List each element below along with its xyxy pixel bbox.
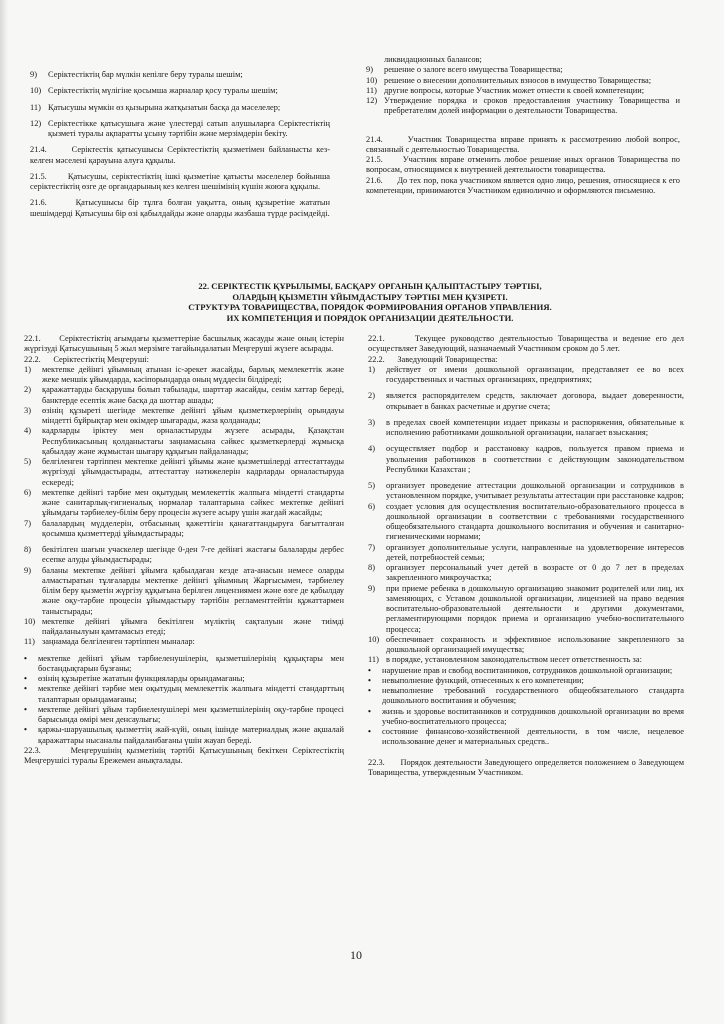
item-number: 9) (368, 583, 375, 593)
heading-line-1: 22. СЕРІКТЕСТІК ҚҰРЫЛЫМЫ, БАСҚАРУ ОРГАНЫН ҚАЛЫПТАСТЫРУ ТӘРТІБІ, (198, 281, 542, 291)
item-text: қаражаттарды басқарушы болып табылады, шарттар жасайды, сенім хаттар береді, банктерде есептік және басқа да шоттар ашады; (42, 385, 344, 405)
item-number: 11) (24, 637, 35, 647)
numbered-item (368, 444, 684, 475)
top-left-column (30, 70, 330, 225)
item-text: өзінің құзыреті шегінде мектепке дейінгі ұйым қызметкерлерінің орындауы міндетті бұйрықтар мен өкімдер шығарады, жаза қолданады; (42, 405, 344, 425)
item-number: 3) (368, 417, 375, 427)
bullet-item (368, 666, 684, 676)
numbered-item (368, 563, 684, 584)
item-number: 10) (30, 86, 42, 96)
item-number: 10) (366, 75, 378, 85)
paragraph: 22.2. Заведующий Товарищества: (368, 354, 498, 364)
bullet-text: қаржы-шаруашылық қызметтің жай-күйі, оның ішінде материалдық және ақшалай қаражаттары нысаналы пайдаланбағаны үшін жауап береді. (38, 725, 344, 745)
numbered-item (30, 119, 330, 140)
bullet-text: нарушение прав и свобод воспитанников, сотрудников дошкольной организации; (382, 665, 673, 675)
item-number: 9) (366, 65, 373, 75)
numbered-item (368, 365, 684, 386)
item-text: Қатысушы мүмкін өз қызырына жатқызатын басқа да мәселелер; (48, 102, 281, 112)
paragraph: 22.1. Текущее руководство деятельностью Товарищества и ведение его дел осуществляет Заведующий, назначаемый Участником сроком до 5 лет. (368, 334, 684, 354)
bullet-item (24, 684, 344, 705)
item-text: действует от имени дошкольной организации, представляет ее во всех государственных и частных организациях, предприятиях; (386, 364, 684, 384)
bullet-marker: • (24, 725, 27, 735)
bullet-item (24, 654, 344, 675)
item-text: заңнамада белгіленген тәртіппен мыналар: (42, 637, 195, 647)
bullet-text: мектепке дейінгі тәрбие мен оқытудың мемлекеттік жалпыға міндетті стандарттың талаптарын орындамағаны; (38, 684, 344, 704)
bullet-item (24, 674, 344, 684)
bullet-marker: • (368, 727, 371, 736)
item-text: мектепке дейінгі ұйымға бекітілген мүліктің сақталуын және тиімді пайдаланылуын қамтамасыз етеді; (42, 616, 344, 636)
heading-line-3: СТРУКТУРА ТОВАРИЩЕСТВА, ПОРЯДОК ФОРМИРОВАНИЯ ОРГАНОВ УПРАВЛЕНИЯ. (188, 302, 552, 313)
item-number: 11) (368, 655, 379, 665)
numbered-item (368, 391, 684, 412)
item-text: организует персональный учет детей в возрасте от 0 до 7 лет в пределах закрепленного микроучастка; (386, 563, 684, 583)
item-text: баланы мектепке дейінгі ұйымға қабылдаған кезде ата-анасын немесе оларды алмастыратын тұлғаларды мектепке дейінгі ұйымның Жарғысымен, тәрбиелеу білім беру қызметін жүргізу құқығына берілген лицензиямен және өзге де қабылдау және оқу-тәрбие процесін ұйымдастыру тәртібін регламенттейтін құжаттармен таныстырады; (42, 565, 344, 616)
bullet-item (368, 676, 684, 686)
paragraph: 21.6. До тех пор, пока участником является одно лицо, решения, относящиеся к его компетенции, принимаются Участником единолично и оформляются письменно. (366, 175, 680, 195)
numbered-item (366, 65, 680, 75)
paragraph: 21.5. Участник вправе отменить любое решение иных органов Товарищества по вопросам, относящимся к внутренней деятельности товарищества. (366, 155, 680, 175)
item-text: ликвидационных балансов; (384, 55, 482, 64)
numbered-item (30, 70, 330, 80)
bottom-right-column (368, 334, 684, 778)
numbered-item (24, 566, 344, 617)
bullet-text: мектепке дейінгі ұйым тәрбиеленушілері мен қызметшілерінің оқу-тәрбие процесі барысында өмірі мен денсаулығы; (38, 704, 344, 724)
bullet-marker: • (24, 674, 27, 683)
item-text: при приеме ребенка в дошкольную организацию знакомит родителей или лиц, их заменяющих, с Уставом дошкольной организации, лицензией на право ведения воспитательно-образовательной деятельности и другими документами, регламентирующими порядок приема и организацию учебно-воспитательного процесса; (386, 583, 684, 634)
item-number: 1) (368, 364, 375, 374)
numbered-item (368, 502, 684, 543)
item-number: 8) (24, 545, 31, 554)
item-text: Утверждение порядка и сроков предоставления участнику Товарищества и пребретателям долей информации о деятельности Товарищества. (384, 96, 680, 116)
bullet-item (368, 686, 684, 707)
numbered-item (366, 76, 680, 86)
item-number: 12) (366, 96, 378, 105)
paragraph: 22.3. Порядок деятельности Заведующего определяется положением о Заведующем Товарищества, утвержденным Участником. (368, 757, 684, 777)
numbered-item (24, 365, 344, 386)
item-number: 10) (24, 616, 36, 626)
item-text: мектепке дейінгі ұйымның атынан іс-әрекет жасайды, барлық мемлекеттік және жеке меншік ұйымдарда, кәсіпорындарда оның мүддесін білдіреді; (42, 364, 344, 384)
item-text: обеспечивает сохранность и эффективное использование закрепленного за дошкольной организацией имущества; (386, 634, 684, 654)
bullet-marker: • (24, 653, 27, 663)
item-number (366, 55, 384, 65)
item-number: 11) (366, 85, 377, 95)
item-text: балалардың мүдделерін, отбасының қажеттігін қанағаттандыруға бағытталған қосымша қызметтерді ұйымдастырады; (42, 518, 344, 538)
paragraph: 22.1. Серіктестіктің ағымдағы қызметтеріне басшылық жасауды және оның істерін жүргізуді Қатысушының 5 жыл мерзімге тағайындалатын Меңгеруші жүзеге асырады. (24, 334, 344, 354)
item-number: 12) (30, 118, 42, 128)
item-text: бекітілген шағын учаскелер шегінде 0-ден 7-ге дейінгі жастағы балаларды дербес есепке алуды ұйымдастырады; (42, 545, 344, 565)
item-text: решение о залоге всего имущества Товарищества; (384, 65, 563, 75)
bullet-text: жизнь и здоровье воспитанников и сотрудников дошкольной организации во время учебно-воспитательного процесса; (382, 706, 684, 726)
item-text: в порядке, установленном законодательством несет ответственность за: (386, 655, 642, 665)
heading-line-2: ОЛАРДЫҢ ҚЫЗМЕТІН ҰЙЫМДАСТЫРУ ТӘРТІБІ МЕН ҚҰЗІРЕТІ. (232, 291, 508, 302)
numbered-item (24, 457, 344, 488)
item-number: 6) (24, 487, 31, 497)
bullet-item (24, 705, 344, 726)
numbered-item (30, 103, 330, 113)
item-number: 2) (368, 391, 375, 401)
numbered-item (368, 481, 684, 502)
paragraph: 21.6. Қатысушысы бір тұлға болған уақытта, оның құзыретіне жататын шешімдерді Қатысушы бір өзі қабылдайды және оларды жазбаша түрде рәсімдейді. (30, 198, 330, 218)
page-number: 10 (350, 948, 362, 962)
item-number: 1) (24, 364, 31, 374)
item-text: Серіктестіктің бар мүлкін кепілге беру туралы шешім; (48, 70, 243, 79)
bullet-item (368, 727, 684, 748)
scan-edge (0, 0, 8, 1024)
item-number: 7) (368, 542, 375, 552)
item-text: решение о внесении дополнительных взносов в имущество Товарищества; (384, 75, 652, 85)
numbered-item (24, 488, 344, 519)
item-number: 4) (368, 444, 375, 454)
numbered-item (24, 545, 344, 566)
item-number: 3) (24, 405, 31, 415)
bottom-left-column (24, 334, 344, 766)
item-number: 8) (368, 563, 375, 572)
item-text: белгіленген тәртіппен мектепке дейінгі ұйымы және қызметшілерді аттестаттауды жүргізуді ұйымдастырады, аттестаттау нәтижелерін кадрларды орналастыруда ескереді; (42, 457, 344, 487)
item-text: создает условия для осуществления воспитательно-образовательного процесса в дошкольной организации в соответствии с требованиями государственного общеобязательного стандарта дошкольного воспитания и обучения и санитарно-гигиеническими нормами; (386, 501, 684, 542)
item-number: 4) (24, 426, 31, 436)
item-number: 9) (30, 70, 37, 79)
section-heading (100, 281, 640, 324)
paragraph: 21.4. Серіктестік қатысушысы Серіктестіктің қызметімен байланысты кез-келген мәселені қарауына алуға құқылы. (30, 145, 330, 165)
bullet-marker: • (24, 684, 27, 694)
bullet-text: состояние финансово-хозяйственной деятельности, в том числе, нецелевое использование денег и материальных средств.. (382, 727, 684, 747)
numbered-item (368, 584, 684, 635)
bullet-marker: • (24, 704, 27, 714)
paragraph: 22.3. Меңгерушінің қызметінің тәртібі Қатысушының бекіткен Серіктестіктің Меңгерушісі туралы Ережемен анықталады. (24, 745, 344, 765)
numbered-item (24, 385, 344, 406)
item-text: кадрларды іріктеу мен орналастыруды жүзеге асырады, Қазақстан Республикасының қолданыстағы заңнамасына сәйкес қызметкерлерді жұмысқа қабылдау және жұмыстан шығару құқығын пайдаланады; (42, 426, 344, 456)
heading-line-4: ИХ КОМПЕТЕНЦИЯ И ПОРЯДОК ОРГАНИЗАЦИИ ДЕЯТЕЛЬНОСТИ. (226, 312, 514, 323)
item-number: 10) (368, 634, 380, 644)
item-number: 7) (24, 518, 31, 528)
item-text: мектепке дейінгі тәрбие мен оқытудың мемлекеттік жалпыға міндетті стандарты және санитарлық-гигиеналық нормалар талаптарына сәйкес мектепке дейінгі ұйымдағы тәрбиелеу-білім беру процесін жүзеге асыру үшін жағдай жасайды; (42, 487, 344, 518)
item-text: организует дополнительные услуги, направленные на удовлетворение интересов детей, потребностей семьи; (386, 542, 684, 562)
paragraph: 21.4. Участник Товарищества вправе принять к рассмотрению любой вопрос, связанный с деятельностью Товарищества. (366, 134, 680, 154)
item-text: в пределах своей компетенции издает приказы и распоряжения, обязательные к исполнению работниками дошкольной организации, налагает взыскания; (386, 417, 684, 437)
numbered-item (24, 617, 344, 638)
bullet-text: өзінің құзыретіне жататын функцияларды орындамағаны; (38, 674, 245, 683)
bullet-text: невыполнение требований государственного общеобязательного стандарта дошкольного воспитания и обучения; (382, 686, 684, 706)
bullet-marker: • (368, 706, 371, 716)
item-number: 2) (24, 385, 31, 395)
numbered-item (24, 637, 344, 647)
numbered-item (368, 543, 684, 564)
bullet-text: невыполнение функций, отнесенных к его компетенции; (382, 675, 584, 685)
numbered-item (366, 96, 680, 117)
bullet-item (24, 725, 344, 746)
bullet-marker: • (368, 686, 371, 695)
bullet-item (368, 707, 684, 728)
item-number: 11) (30, 102, 41, 112)
item-number: 6) (368, 501, 375, 511)
item-text: является распорядителем средств, заключает договора, выдает доверенности, открывает в банках расчетные и другие счета; (386, 391, 684, 411)
numbered-item (366, 55, 680, 65)
numbered-item (368, 635, 684, 656)
item-text: Серіктестікке қатысушыға және үлестерді сатып алушыларға Серіктестіктің қызметі туралы ақпаратты ұсыну тәртібін және мерзімдерін бекіту. (48, 118, 330, 138)
bullet-marker: • (368, 665, 371, 675)
top-right-column (366, 55, 680, 196)
item-number: 5) (368, 481, 375, 490)
numbered-item (24, 426, 344, 457)
item-text: Серіктестіктің мүлігіне қосымша жарналар қосу туралы шешім; (48, 86, 278, 96)
numbered-item (368, 655, 684, 665)
paragraph: 21.5. Қатысушы, серіктестіктің ішкі қызметіне қатысты мәселелер бойынша серіктестіктің өзге де органдарының кез келген шешімінің күшін жоюға құқылы. (30, 171, 330, 191)
bullet-text: мектепке дейінгі ұйым тәрбиеленушілерін, қызметшілерінің құқықтары мен бостандықтарын бұзғаны; (38, 653, 344, 673)
numbered-item (24, 519, 344, 540)
item-number: 9) (24, 565, 31, 575)
bullet-marker: • (368, 675, 371, 685)
numbered-item (24, 406, 344, 427)
numbered-item (30, 86, 330, 96)
item-text: осуществляет подбор и расстановку кадров, пользуется правом приема и увольнения работников в соответствии с действующим законодательством Республики Казахстан ; (386, 444, 684, 474)
numbered-item (366, 86, 680, 96)
item-text: другие вопросы, которые Участник может отнести к своей компетенции; (384, 85, 645, 95)
item-number: 5) (24, 457, 31, 466)
item-text: организует проведение аттестации дошкольной организации и сотрудников в установленном порядке, учитывает результаты аттестации при расстановке кадров; (386, 481, 684, 501)
numbered-item (368, 418, 684, 439)
paragraph: 22.2. Серіктестіктің Меңгеруші: (24, 354, 149, 364)
